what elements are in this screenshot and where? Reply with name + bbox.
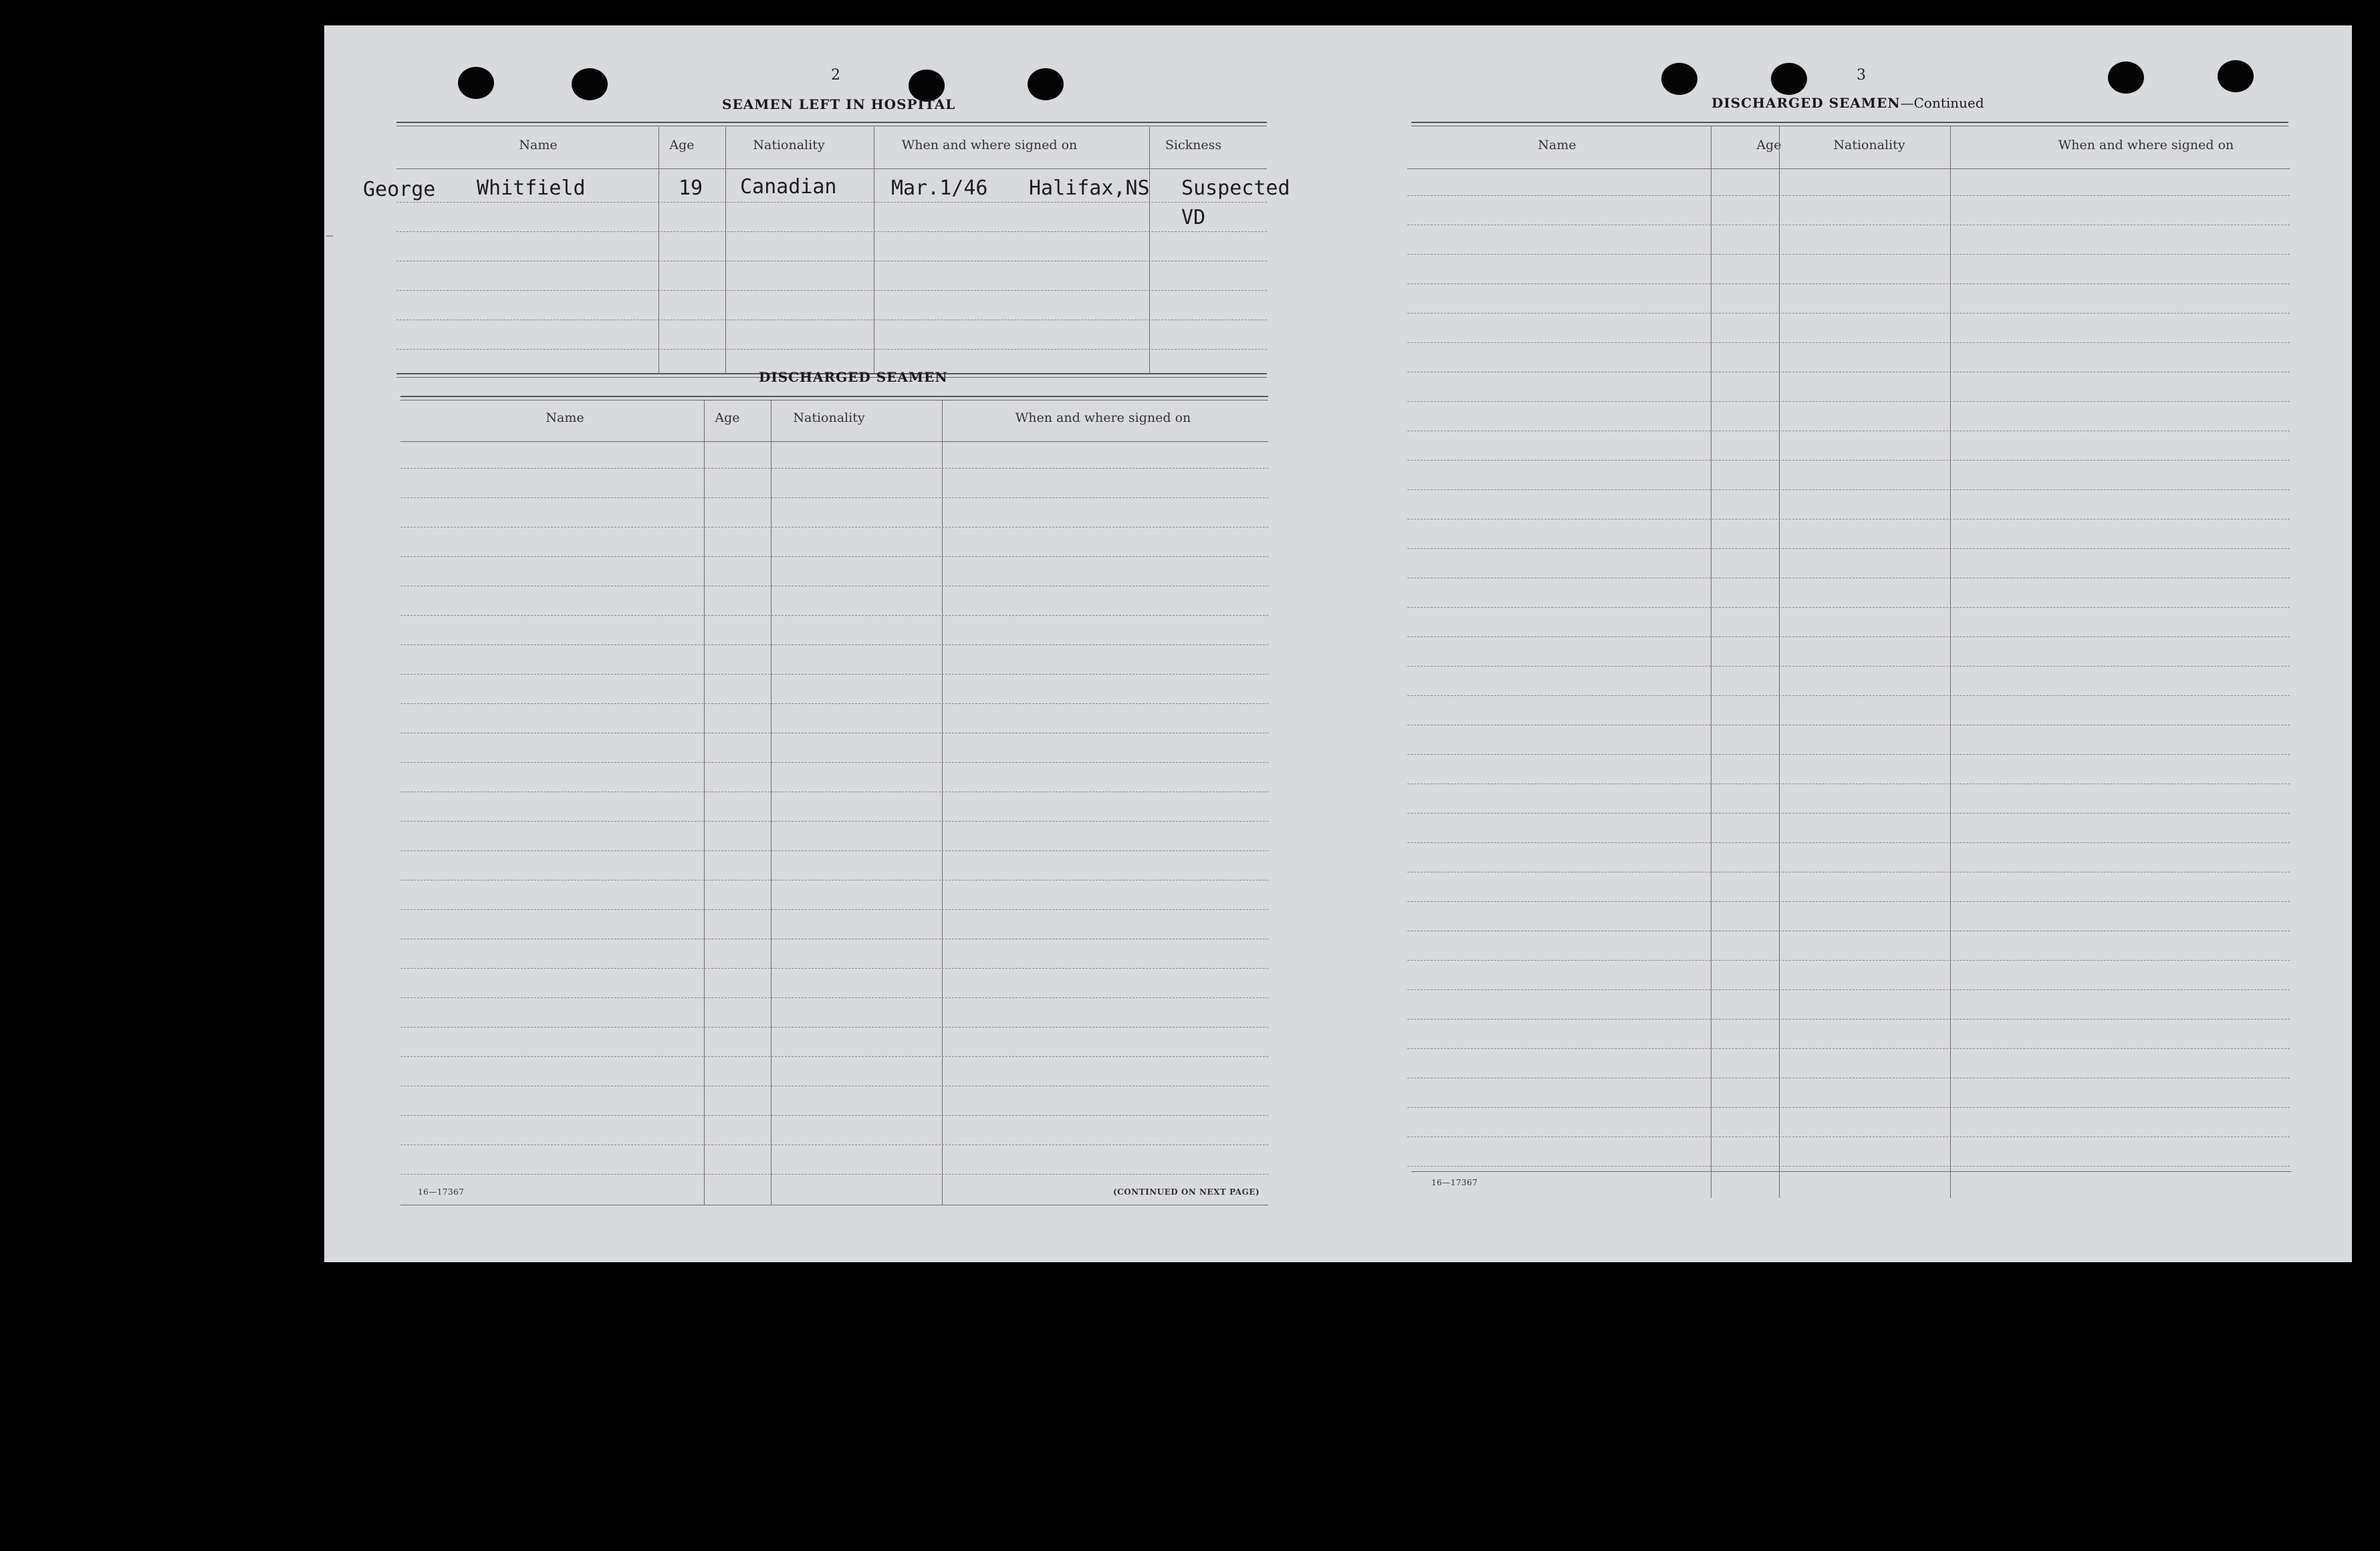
row-line xyxy=(1407,901,2290,902)
document-sheet xyxy=(324,25,2352,1262)
right-title-suffix: —Continued xyxy=(1900,95,1984,111)
row-line xyxy=(396,290,1267,291)
entry-nationality: Canadian xyxy=(740,175,837,199)
form-number-left: 16—17367 xyxy=(418,1187,465,1197)
right-title-main: DISCHARGED SEAMEN xyxy=(1711,95,1901,111)
row-line xyxy=(400,1027,1268,1028)
row-line xyxy=(1407,195,2290,196)
row-line xyxy=(1407,695,2290,696)
discharged-section-title: DISCHARGED SEAMEN xyxy=(759,369,948,385)
col-divider xyxy=(942,400,943,1205)
continued-note: (CONTINUED ON NEXT PAGE) xyxy=(1113,1187,1260,1197)
entry-first-name: George xyxy=(363,178,436,201)
form-number-right: 16—17367 xyxy=(1431,1178,1478,1187)
row-line xyxy=(400,556,1268,557)
col-divider xyxy=(725,127,726,374)
punch-hole xyxy=(1661,63,1697,95)
col-header-signed-on: When and where signed on xyxy=(1015,410,1191,425)
row-line xyxy=(1407,313,2290,314)
right-table-bottom-rule xyxy=(1411,1171,2291,1172)
row-line xyxy=(400,1056,1268,1057)
row-line xyxy=(400,850,1268,851)
row-line xyxy=(400,968,1268,969)
row-line xyxy=(400,997,1268,998)
col-header-age: Age xyxy=(715,410,740,425)
col-divider xyxy=(1950,126,1951,1198)
col-header-name: Name xyxy=(519,138,558,152)
punch-hole xyxy=(572,68,608,100)
entry-signed-date: Mar.1/46 xyxy=(891,176,988,200)
page-number-right: 3 xyxy=(1857,67,1866,84)
col-header-age: Age xyxy=(1756,138,1782,152)
row-line xyxy=(1407,460,2290,461)
entry-sickness-line1: Suspected xyxy=(1181,176,1290,200)
row-line xyxy=(400,615,1268,616)
row-line xyxy=(1407,1107,2290,1108)
row-line xyxy=(1407,1048,2290,1049)
row-line xyxy=(1407,989,2290,990)
margin-tick xyxy=(326,235,333,237)
col-header-nationality: Nationality xyxy=(793,410,865,425)
row-line xyxy=(1407,813,2290,814)
right-table-top-rule xyxy=(1411,122,2288,123)
row-line xyxy=(400,674,1268,675)
discharged-table-top-rule xyxy=(400,396,1268,397)
punch-hole xyxy=(2218,60,2254,92)
col-divider xyxy=(704,400,705,1205)
row-line xyxy=(1407,636,2290,637)
row-line xyxy=(1407,754,2290,755)
row-line xyxy=(400,1115,1268,1116)
row-line xyxy=(400,644,1268,645)
row-line xyxy=(396,231,1267,232)
row-line xyxy=(400,821,1268,822)
col-header-nationality: Nationality xyxy=(753,138,825,152)
right-header-rule xyxy=(1407,168,2290,169)
row-line xyxy=(1407,489,2290,490)
row-line xyxy=(1407,1166,2290,1167)
row-line xyxy=(396,349,1267,350)
col-header-name: Name xyxy=(1538,138,1576,152)
hospital-section-title: SEAMEN LEFT IN HOSPITAL xyxy=(722,96,956,112)
page-number-left: 2 xyxy=(831,67,840,84)
row-line xyxy=(400,703,1268,704)
row-line xyxy=(400,468,1268,469)
col-header-name: Name xyxy=(546,410,584,425)
row-line xyxy=(1407,960,2290,961)
entry-age: 19 xyxy=(679,176,703,200)
hospital-table-top-rule xyxy=(396,122,1267,123)
col-header-sickness: Sickness xyxy=(1165,138,1222,152)
discharged-header-rule xyxy=(400,441,1268,442)
col-header-signed-on: When and where signed on xyxy=(2058,138,2234,152)
punch-hole xyxy=(2108,62,2144,94)
row-line xyxy=(1407,842,2290,843)
row-line xyxy=(400,909,1268,910)
punch-hole xyxy=(458,67,494,99)
entry-sickness-line2: VD xyxy=(1181,206,1206,229)
row-line xyxy=(1407,401,2290,402)
col-header-nationality: Nationality xyxy=(1833,138,1905,152)
row-line xyxy=(1407,254,2290,255)
row-line xyxy=(1407,342,2290,343)
row-line xyxy=(1407,548,2290,549)
punch-hole xyxy=(1028,68,1064,100)
row-line xyxy=(1407,1019,2290,1020)
right-section-title xyxy=(1711,95,1984,111)
row-line xyxy=(1407,607,2290,608)
row-line xyxy=(400,1174,1268,1175)
row-line xyxy=(400,497,1268,498)
entry-last-name: Whitfield xyxy=(477,176,586,200)
hospital-header-rule xyxy=(396,168,1267,169)
row-line xyxy=(396,202,1267,203)
entry-signed-place: Halifax,NS xyxy=(1029,176,1150,200)
row-line xyxy=(400,762,1268,763)
col-header-age: Age xyxy=(669,138,695,152)
row-line xyxy=(1407,283,2290,284)
col-divider xyxy=(1779,126,1780,1198)
punch-hole xyxy=(1771,63,1807,95)
col-divider xyxy=(1149,127,1150,374)
col-header-signed-on: When and where signed on xyxy=(901,138,1078,152)
row-line xyxy=(1407,666,2290,667)
